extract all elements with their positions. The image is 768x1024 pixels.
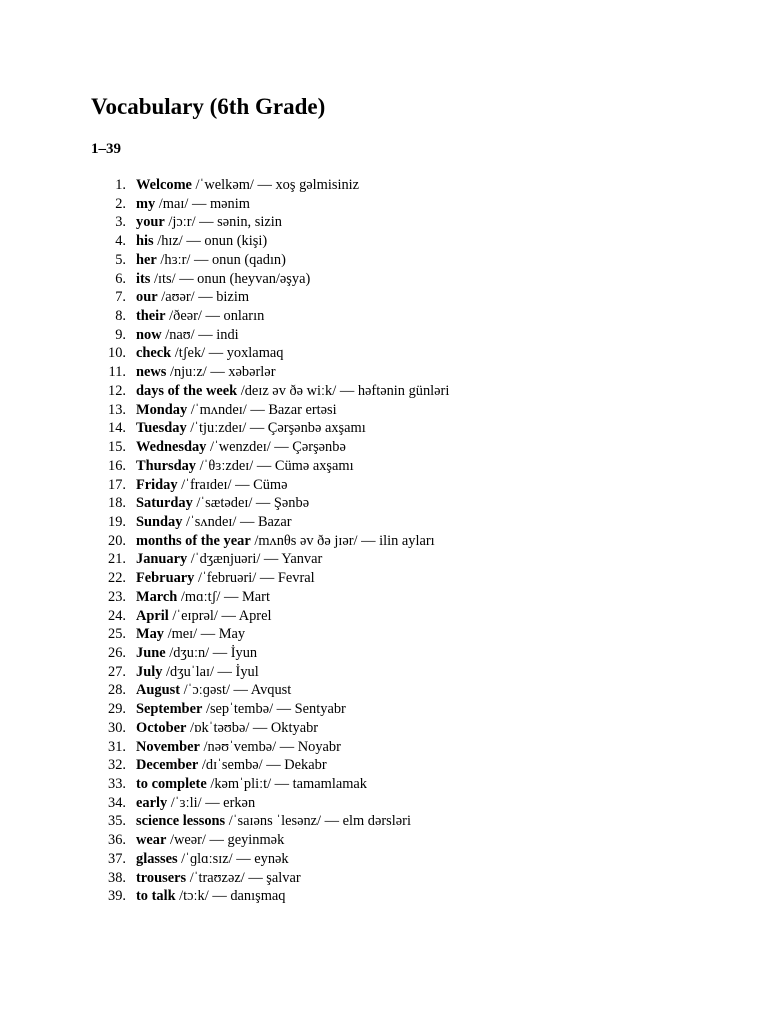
pronunciation-and-translation: /ˈwenzdeɪ/ — Çərşənbə (206, 439, 346, 456)
item-entry (136, 569, 315, 588)
vocab-word: news (136, 364, 167, 381)
pronunciation-and-translation: /deɪz əv ðə wiːk/ — həftənin günləri (237, 382, 450, 399)
item-number: 25. (108, 626, 126, 643)
pronunciation-and-translation: /tɔːk/ — danışmaq (175, 888, 286, 905)
item-number: 26. (108, 644, 126, 661)
item-number: 34. (108, 794, 126, 811)
vocab-word: my (136, 195, 156, 212)
item-entry (136, 532, 435, 551)
vocab-word: May (136, 626, 164, 643)
item-number: 22. (108, 570, 126, 587)
item-number: 20. (108, 532, 126, 549)
vocab-word: trousers (136, 869, 187, 886)
vocab-word: early (136, 794, 168, 811)
item-entry (136, 457, 354, 476)
pronunciation-and-translation: /ˈtraʊzəz/ — şalvar (186, 869, 301, 886)
item-entry (136, 775, 367, 794)
pronunciation-and-translation: /ˈθɜːzdeɪ/ — Cümə axşamı (196, 457, 354, 474)
item-entry (136, 719, 318, 738)
pronunciation-and-translation: /ˈfraɪdeɪ/ — Cümə (177, 476, 288, 493)
vocab-word: to complete (136, 776, 207, 792)
item-entry (136, 344, 283, 363)
item-entry (136, 625, 245, 644)
item-number: 4. (115, 233, 126, 250)
pronunciation-and-translation: /ˈeɪprəl/ — Aprel (168, 607, 272, 624)
item-entry (136, 663, 259, 682)
item-number: 13. (108, 401, 126, 418)
vocab-word: April (136, 607, 169, 624)
pronunciation-and-translation: /ˈsʌndeɪ/ — Bazar (182, 513, 292, 530)
pronunciation-and-translation: /nəʊˈvembə/ — Noyabr (199, 738, 341, 755)
vocab-word: Thursday (136, 457, 196, 474)
vocab-word: its (136, 270, 151, 287)
vocab-word: glasses (136, 850, 178, 867)
item-number: 7. (115, 289, 126, 306)
vocab-word: Friday (136, 476, 178, 493)
item-entry (136, 850, 289, 869)
vocab-word: Wednesday (136, 439, 207, 456)
item-entry (136, 812, 411, 831)
item-entry (136, 887, 286, 906)
pronunciation-and-translation: /ɒkˈtəʊbə/ — Oktyabr (186, 719, 319, 736)
pronunciation-and-translation: /mɑːtʃ/ — Mart (177, 588, 270, 605)
vocab-word: her (136, 251, 157, 268)
item-number: 12. (108, 382, 126, 399)
item-number: 8. (115, 308, 126, 325)
item-number: 19. (108, 513, 126, 530)
item-number: 32. (108, 757, 126, 774)
item-entry (136, 176, 359, 195)
item-number: 15. (108, 439, 126, 456)
item-number: 1. (115, 177, 126, 193)
pronunciation-and-translation: /kəmˈpliːt/ — tamamlamak (206, 776, 367, 792)
vocab-word: our (136, 289, 158, 306)
item-entry (136, 270, 310, 289)
pronunciation-and-translation: /tʃek/ — yoxlamaq (171, 345, 284, 362)
pronunciation-and-translation: /mʌnθs əv ðə jɪər/ — ilin ayları (250, 532, 435, 549)
pronunciation-and-translation: /dʒuːn/ — İyun (165, 644, 258, 661)
vocab-word: November (136, 738, 200, 755)
vocab-word: September (136, 701, 203, 718)
item-entry (136, 831, 284, 850)
item-entry (136, 494, 309, 513)
item-entry (136, 401, 337, 420)
item-number: 9. (115, 326, 126, 343)
item-entry (136, 756, 327, 775)
item-entry (136, 382, 449, 401)
pronunciation-and-translation: /naʊ/ — indi (161, 326, 239, 343)
page-title: Vocabulary (6th Grade) (91, 94, 326, 119)
item-number: 16. (108, 457, 126, 474)
item-entry (136, 513, 292, 532)
item-number: 6. (115, 270, 126, 287)
item-number: 18. (108, 495, 126, 512)
vocab-word: July (136, 663, 163, 680)
pronunciation-and-translation: /dɪˈsembə/ — Dekabr (198, 757, 327, 774)
item-number: 36. (108, 832, 126, 849)
item-number: 33. (108, 776, 126, 792)
vocab-word: March (136, 588, 178, 605)
item-entry (136, 588, 270, 607)
vocab-word: Saturday (136, 495, 193, 512)
item-entry (136, 607, 271, 626)
item-number: 37. (108, 850, 126, 867)
item-number: 24. (108, 607, 126, 624)
item-entry (136, 476, 287, 495)
vocab-word: wear (136, 832, 167, 849)
item-number: 23. (108, 588, 126, 605)
item-entry (136, 550, 322, 569)
item-entry (136, 644, 257, 663)
pronunciation-and-translation: /dʒuˈlaɪ/ — İyul (162, 663, 259, 680)
pronunciation-and-translation: /ˈɔːɡəst/ — Avqust (180, 682, 292, 699)
item-entry (136, 326, 239, 345)
section-heading: 1–39 (91, 141, 121, 157)
vocab-word: check (136, 345, 172, 362)
item-entry (136, 869, 301, 888)
item-entry (136, 288, 249, 307)
item-entry (136, 213, 282, 232)
vocab-word: now (136, 326, 162, 343)
item-number: 14. (108, 420, 126, 437)
pronunciation-and-translation: /maɪ/ — mənim (155, 195, 250, 212)
pronunciation-and-translation: /ˈdʒænjuəri/ — Yanvar (187, 551, 323, 568)
item-entry (136, 794, 255, 813)
vocab-word: science lessons (136, 813, 226, 830)
vocab-word: Monday (136, 401, 188, 418)
item-number: 21. (108, 551, 126, 568)
item-number: 38. (108, 869, 126, 886)
item-number: 30. (108, 719, 126, 736)
vocab-word: August (136, 682, 180, 699)
item-number: 11. (108, 364, 126, 381)
pronunciation-and-translation: /ˈsætədeɪ/ — Şənbə (192, 495, 310, 512)
pronunciation-and-translation: /ˈɜːli/ — erkən (167, 794, 256, 811)
pronunciation-and-translation: /ˈtjuːzdeɪ/ — Çərşənbə axşamı (186, 420, 366, 437)
vocab-word: June (136, 644, 166, 661)
pronunciation-and-translation: /weər/ — geyinmək (166, 832, 285, 849)
pronunciation-and-translation: /njuːz/ — xəbərlər (166, 364, 276, 381)
item-entry (136, 363, 275, 382)
pronunciation-and-translation: /ˈwelkəm/ — xoş gəlmisiniz (191, 177, 360, 193)
item-number: 5. (115, 251, 126, 268)
item-number: 2. (115, 195, 126, 212)
pronunciation-and-translation: /hɪz/ — onun (kişi) (153, 233, 268, 250)
item-number: 10. (108, 345, 126, 362)
item-number: 17. (108, 476, 126, 493)
item-entry (136, 700, 346, 719)
pronunciation-and-translation: /ˈfebruəri/ — Fevral (194, 570, 315, 587)
item-entry (136, 738, 341, 757)
pronunciation-and-translation: /meɪ/ — May (163, 626, 246, 643)
item-number: 31. (108, 738, 126, 755)
vocab-word: days of the week (136, 382, 238, 399)
pronunciation-and-translation: /ðeər/ — onların (165, 308, 265, 325)
vocab-word: October (136, 719, 187, 736)
pronunciation-and-translation: /ˈmʌndeɪ/ — Bazar ertəsi (187, 401, 337, 418)
item-number: 39. (108, 888, 126, 905)
item-entry (136, 307, 264, 326)
vocab-word: their (136, 308, 166, 325)
item-number: 28. (108, 682, 126, 699)
item-entry (136, 232, 267, 251)
vocab-word: Sunday (136, 513, 183, 530)
vocab-word: your (136, 214, 165, 231)
item-entry (136, 419, 366, 438)
item-entry (136, 681, 291, 700)
vocab-word: to talk (136, 888, 176, 905)
item-entry (136, 438, 346, 457)
vocab-word: his (136, 233, 154, 250)
pronunciation-and-translation: /ɪts/ — onun (heyvan/əşya) (150, 270, 311, 287)
vocab-word: Welcome (136, 177, 192, 193)
vocab-word: months of the year (136, 532, 251, 549)
item-number: 35. (108, 813, 126, 830)
item-entry (136, 195, 250, 214)
pronunciation-and-translation: /aʊər/ — bizim (157, 289, 250, 306)
vocab-word: February (136, 570, 195, 587)
pronunciation-and-translation: /sepˈtembə/ — Sentyabr (202, 701, 346, 718)
item-number: 27. (108, 663, 126, 680)
item-number: 29. (108, 701, 126, 718)
item-number: 3. (115, 214, 126, 231)
pronunciation-and-translation: /ˈɡlɑːsɪz/ — eynək (177, 850, 289, 867)
pronunciation-and-translation: /ˈsaɪəns ˈlesənz/ — elm dərsləri (225, 813, 411, 830)
vocab-word: December (136, 757, 199, 774)
vocab-word: Tuesday (136, 420, 187, 437)
pronunciation-and-translation: /jɔːr/ — sənin, sizin (164, 214, 282, 231)
pronunciation-and-translation: /hɜːr/ — onun (qadın) (156, 251, 286, 268)
vocab-word: January (136, 551, 188, 568)
item-entry (136, 251, 286, 270)
